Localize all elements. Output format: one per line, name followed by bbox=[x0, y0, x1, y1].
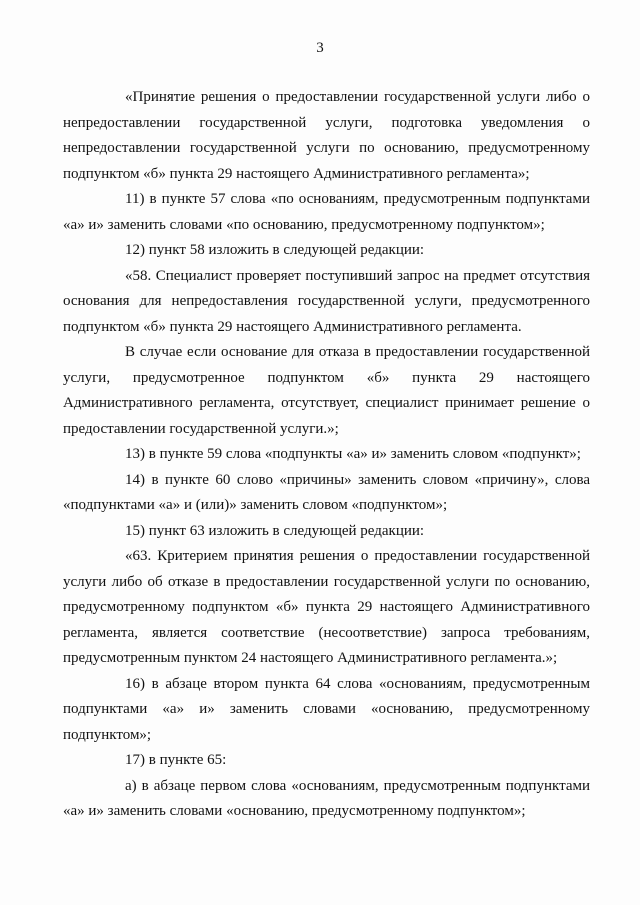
paragraph-quote-heading: «Принятие решения о предоставлении государственной услуги либо о непредоставлении государственной услуги, подготовка уведомления о непредоставлении государственной услуги по основанию, предусмотренному подпунктом «б» пункта 29 настоящего Административного регламента»; bbox=[63, 89, 590, 182]
paragraph-item-11: 11) в пункте 57 слова «по основаниям, предусмотренным подпунктами «а» и» заменить словами «по основанию, предусмотренному подпунктом»; bbox=[63, 191, 590, 233]
document-body bbox=[63, 0, 590, 825]
paragraph-item-16: 16) в абзаце втором пункта 64 слова «основаниям, предусмотренным подпунктами «а» и» заменить словами «основанию, предусмотренному подпунктом»; bbox=[63, 675, 590, 743]
paragraph-point-63: «63. Критерием принятия решения о предоставлении государственной услуги либо об отказе в предоставлении государственной услуги по основанию, предусмотренному подпунктом «б» пункта 29 настоящего Административного регламента, является соответствие (несоответствие) запроса требованиям, предусмотренным пунктом 24 настоящего Административного регламента.»; bbox=[63, 548, 590, 666]
paragraph-item-12: 12) пункт 58 изложить в следующей редакции: bbox=[125, 242, 425, 258]
paragraph-item-15: 15) пункт 63 изложить в следующей редакции: bbox=[125, 522, 425, 539]
paragraph-item-14: 14) в пункте 60 слово «причины» заменить словом «причину», слова «подпунктами «а» и (или)» заменить словом «подпунктом»; bbox=[63, 471, 590, 513]
paragraph-item-17: 17) в пункте 65: bbox=[125, 752, 227, 768]
paragraph-item-13: 13) в пункте 59 слова «подпункты «а» и» заменить словом «подпункт»; bbox=[125, 446, 581, 462]
paragraph-point-58: «58. Специалист проверяет поступивший запрос на предмет отсутствия основания для непредоставления государственной услуги, предусмотренного подпунктом «б» пункта 29 настоящего Административного регламента. bbox=[63, 267, 590, 335]
paragraph-item-17a: а) в абзаце первом слова «основаниям, предусмотренным подпунктами «а» и» заменить словами «основанию, предусмотренному подпунктом»; bbox=[63, 777, 590, 819]
paragraph-point-58-cont: В случае если основание для отказа в предоставлении государственной услуги, предусмотренное подпунктом «б» пункта 29 настоящего Административного регламента, отсутствует, специалист принимает решение о предоставлении государственной услуги.»; bbox=[63, 344, 590, 437]
page-number: 3 bbox=[316, 40, 324, 56]
